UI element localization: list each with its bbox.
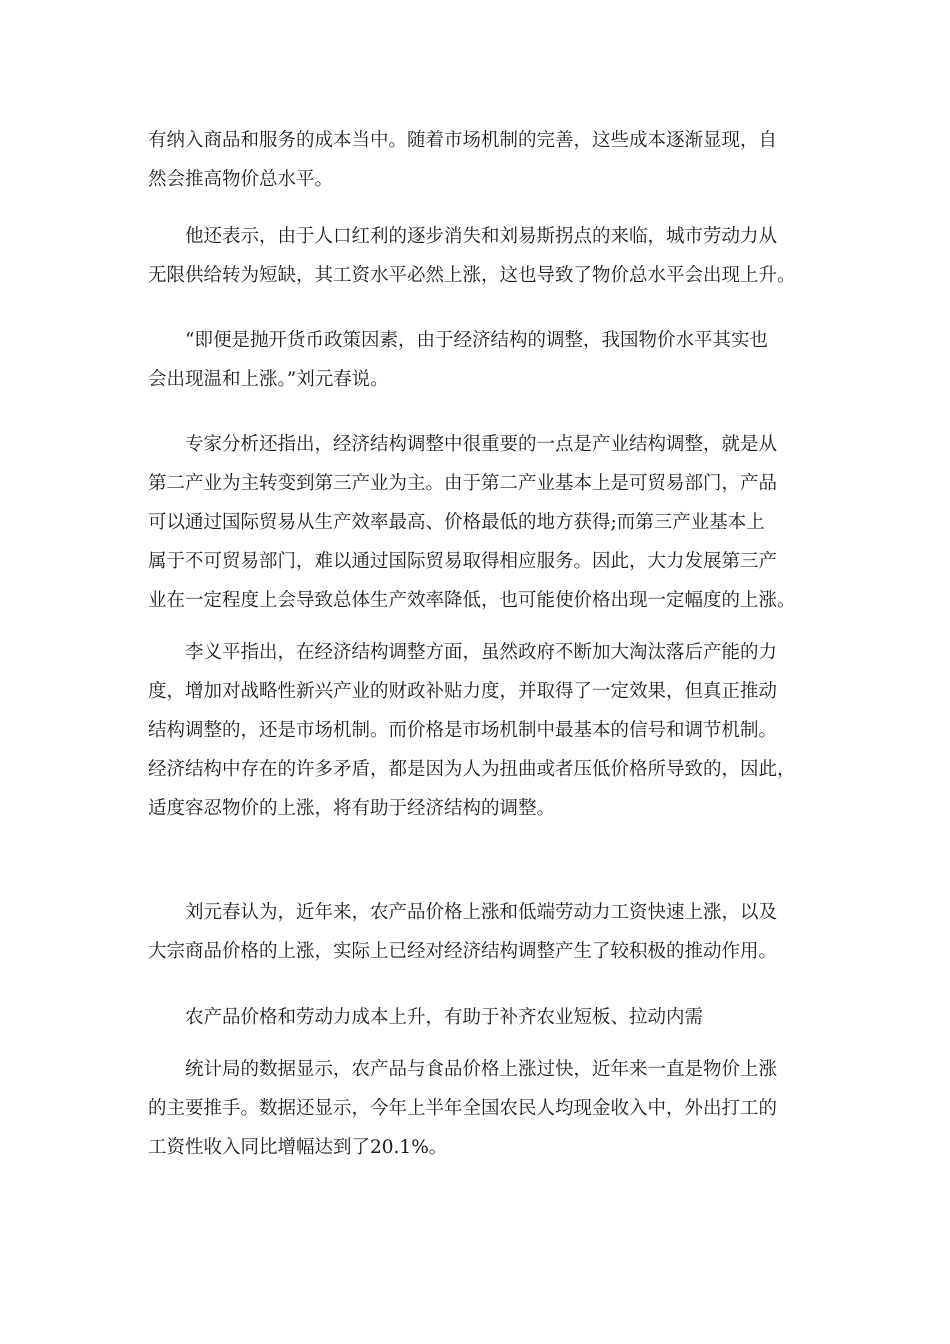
text-line: 刘元春认为，近年来，农产品价格上涨和低端劳动力工资快速上涨，以及 <box>185 902 778 923</box>
text-line: 适度容忍物价的上涨，将有助于经济结构的调整。 <box>148 798 556 819</box>
text-line: “即便是抛开货币政策因素，由于经济结构的调整，我国物价水平其实也 <box>185 330 768 351</box>
paragraph <box>148 321 808 399</box>
text-line: 度，增加对战略性新兴产业的财政补贴力度，并取得了一定效果，但真正推动 <box>148 681 778 702</box>
text-line: 业在一定程度上会导致总体生产效率降低，也可能使价格出现一定幅度的上涨。 <box>148 590 796 611</box>
text-line: 专家分析还指出，经济结构调整中很重要的一点是产业结构调整，就是从 <box>185 434 778 455</box>
paragraph <box>148 425 808 620</box>
text-line: 农产品价格和劳动力成本上升，有助于补齐农业短板、拉动内需 <box>185 1007 704 1028</box>
text-line: 属于不可贸易部门，难以通过国际贸易取得相应服务。因此，大力发展第三产 <box>148 551 778 572</box>
paragraph <box>148 121 808 199</box>
text-line: 有纳入商品和服务的成本当中。随着市场机制的完善，这些成本逐渐显现，自 <box>148 130 778 151</box>
text-line: 然会推高物价总水平。 <box>148 169 334 190</box>
text-line: 可以通过国际贸易从生产效率最高、价格最低的地方获得;而第三产业基本上 <box>148 512 765 533</box>
text-line: 工资性收入同比增幅达到了20.1%。 <box>148 1137 448 1158</box>
text-line: 他还表示，由于人口红利的逐步消失和刘易斯拐点的来临，城市劳动力从 <box>185 226 778 247</box>
text-line: 的主要推手。数据还显示，今年上半年全国农民人均现金收入中，外出打工的 <box>148 1098 778 1119</box>
text-line: 无限供给转为短缺，其工资水平必然上涨，这也导致了物价总水平会出现上升。 <box>148 265 796 286</box>
section-heading <box>148 998 808 1037</box>
paragraph <box>148 1050 808 1167</box>
text-line: 第二产业为主转变到第三产业为主。由于第二产业基本上是可贸易部门，产品 <box>148 473 778 494</box>
paragraph <box>148 217 808 295</box>
text-line: 统计局的数据显示，农产品与食品价格上涨过快，近年来一直是物价上涨 <box>185 1059 778 1080</box>
text-line: 李义平指出，在经济结构调整方面，虽然政府不断加大淘汰落后产能的力 <box>185 642 778 663</box>
text-line: 会出现温和上涨。”刘元春说。 <box>148 369 389 390</box>
paragraph <box>148 633 808 828</box>
text-line: 大宗商品价格的上涨，实际上已经对经济结构调整产生了较积极的推动作用。 <box>148 941 778 962</box>
paragraph <box>148 893 808 971</box>
text-line: 结构调整的，还是市场机制。而价格是市场机制中最基本的信号和调节机制。 <box>148 720 778 741</box>
text-line: 经济结构中存在的许多矛盾，都是因为人为扭曲或者压低价格所导致的，因此， <box>148 759 796 780</box>
